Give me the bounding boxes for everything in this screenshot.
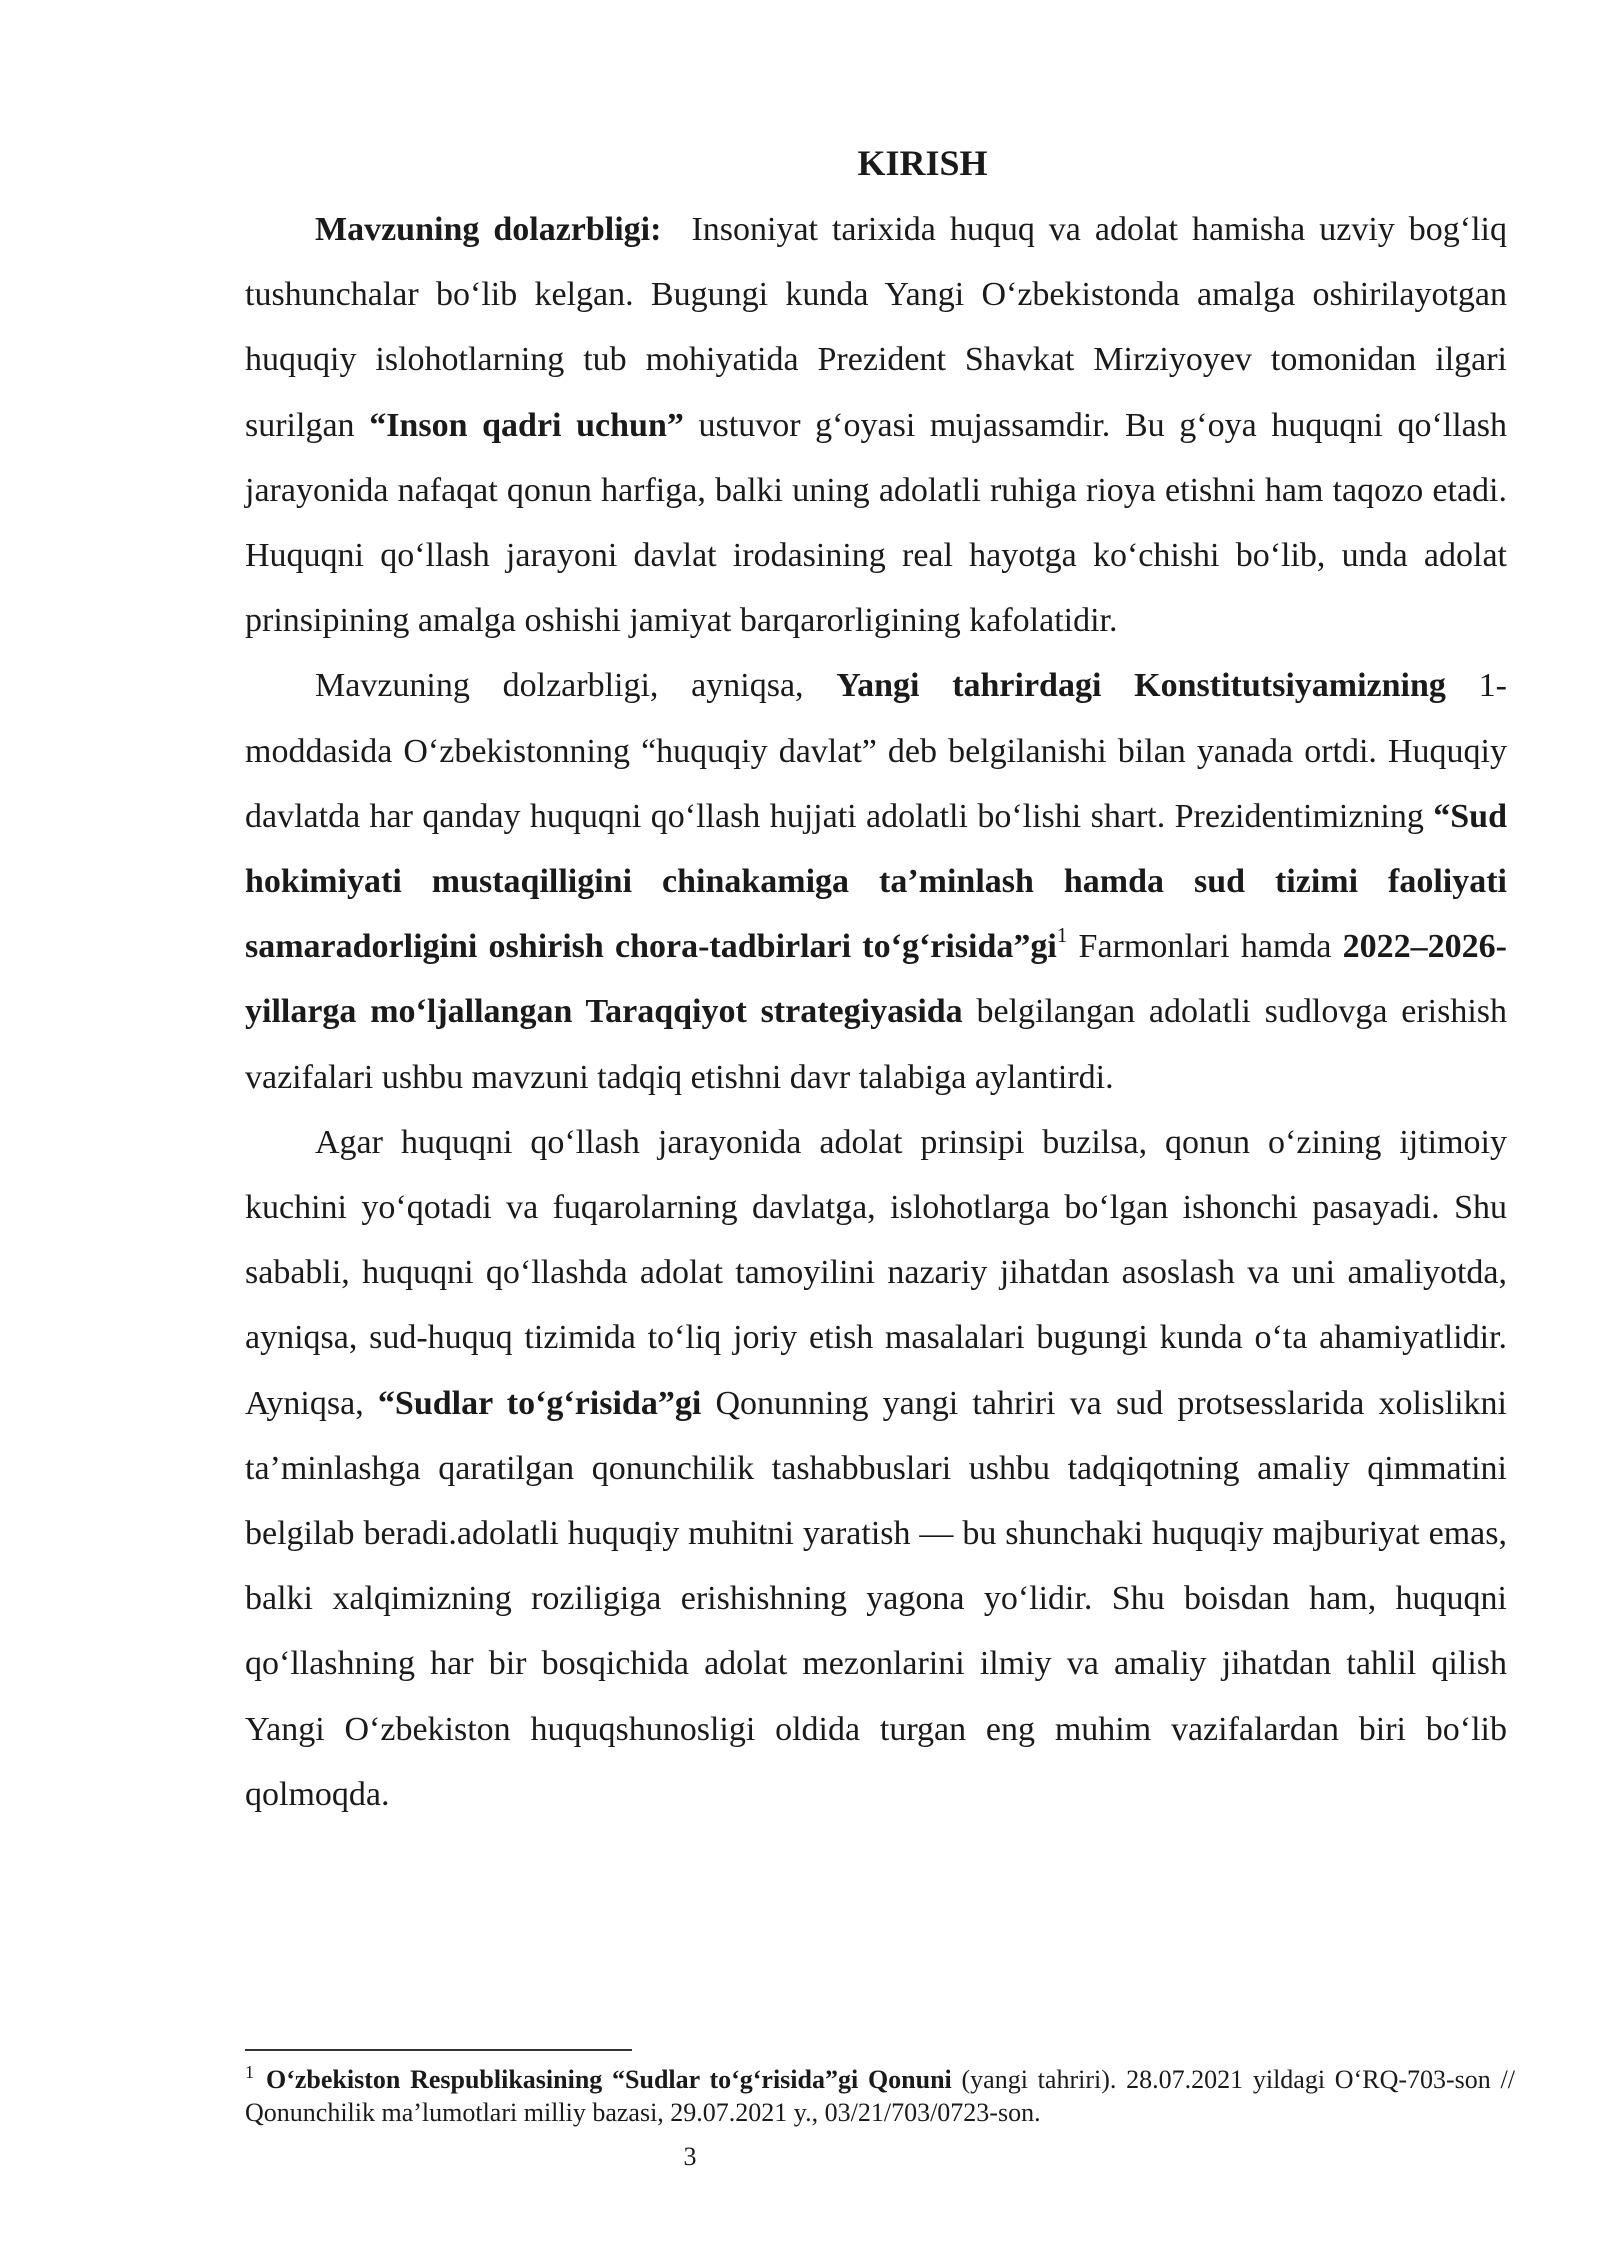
p1-bold-1: “Inson qadri uchun” <box>369 406 684 444</box>
footnote-reference: 1 <box>1056 922 1068 947</box>
p2-bold-2: “Sud hokimiyati mustaqilligini chinakamiga ta’minlash hamda sud tizimi faoliyati samaradorligini oshirish chora-tadbirlari to‘g‘risida”gi <box>245 797 1507 966</box>
footnote-bold: O‘zbekiston Respublikasining “Sudlar to‘g‘risida”gi Qonuni <box>266 2065 952 2094</box>
footnote <box>245 2063 1515 2129</box>
footnote-text: (yangi tahriri). 28.07.2021 yildagi O‘RQ-703-son // Qonunchilik ma’lumotlari milliy bazasi, 29.07.2021 y., 03/21/703/0723-son. <box>245 2065 1515 2127</box>
p1-text-2: ustuvor g‘oyasi mujassamdir. Bu g‘oya huquqni qo‘llash jarayonida nafaqat qonun harfiga, balki uning adolatli ruhiga rioya etishni ham taqozo etadi. Huquqni qo‘llash jarayoni davlat irodasining real hayotga ko‘chishi bo‘lib, unda adolat prinsipining amalga oshishi jamiyat barqarorligining kafolatidir. <box>245 406 1507 640</box>
p2-text-4: belgilangan adolatli sudlovga erishish vazifalari ushbu mavzuni tadqiq etishni davr talabiga aylantirdi. <box>245 993 1507 1096</box>
paragraph-relevance <box>245 197 1507 653</box>
p2-text-2: 1-moddasida O‘zbekistonning “huquqiy davlat” deb belgilanishi bilan yanada ortdi. Huquqiy davlatda har qanday huquqni qo‘llash hujjati adolatli bo‘lishi shart. Prezidentimizning <box>245 667 1507 835</box>
p2-bold-1: Yangi tahrirdagi Konstitutsiyamizning <box>836 667 1446 705</box>
p2-bold-3: 2022–2026-yillarga mo‘ljallangan Taraqqiyot strategiyasida <box>245 928 1507 1031</box>
p1-text-1: Insoniyat tarixida huquq va adolat hamisha uzviy bog‘liq tushunchalar bo‘lib kelgan. Bugungi kunda Yangi O‘zbekistonda amalga oshirilayotgan huquqiy islohotlarning tub mohiyatida Prezident Shavkat Mirziyoyev tomonidan ilgari surilgan <box>245 211 1507 444</box>
p2-text-3: Farmonlari hamda <box>1067 928 1343 966</box>
body-text <box>245 197 1507 1827</box>
page-number: 3 <box>683 2142 697 2171</box>
footnote-mark: 1 <box>245 2062 254 2083</box>
paragraph-constitution <box>245 653 1507 1109</box>
p3-text-2: Qonunning yangi tahriri va sud protsesslarida xolislikni ta’minlashga qaratilgan qonunchilik tashabbuslari ushbu tadqiqotning amaliy qimmatini belgilab beradi.adolatli huquqiy muhitni yaratish — bu shunchaki huquqiy majburiyat emas, balki xalqimizning roziligiga erishishning yagona yo‘lidir. Shu boisdan ham, huquqni qo‘llashning har bir bosqichida adolat mezonlarini ilmiy va amaliy jihatdan tahlil qilish Yangi O‘zbekiston huquqshunosligi oldida turgan eng muhim vazifalardan biri bo‘lib qolmoqda. <box>245 1384 1508 1813</box>
p3-bold-1: “Sudlar to‘g‘risida”gi <box>377 1384 702 1422</box>
footnote-separator <box>245 2049 632 2051</box>
p2-text-1: Mavzuning dolzarbligi, ayniqsa, <box>315 667 837 705</box>
p3-text-1: Agar huquqni qo‘llash jarayonida adolat prinsipi buzilsa, qonun o‘zining ijtimoiy kuchini yo‘qotadi va fuqarolarning davlatga, islohotlarga bo‘lgan ishonchi pasayadi. Shu sababli, huquqni qo‘llashda adolat tamoyilini nazariy jihatdan asoslash va uni amaliyotda, ayniqsa, sud-huquq tizimida to‘liq joriy etish masalalari bugungi kunda o‘ta ahamiyatlidir. Ayniqsa, <box>245 1123 1507 1422</box>
section-heading: KIRISH <box>857 143 988 183</box>
relevance-label: Mavzuning dolazrbligi: <box>315 211 662 248</box>
paragraph-justice <box>245 1110 1507 1827</box>
